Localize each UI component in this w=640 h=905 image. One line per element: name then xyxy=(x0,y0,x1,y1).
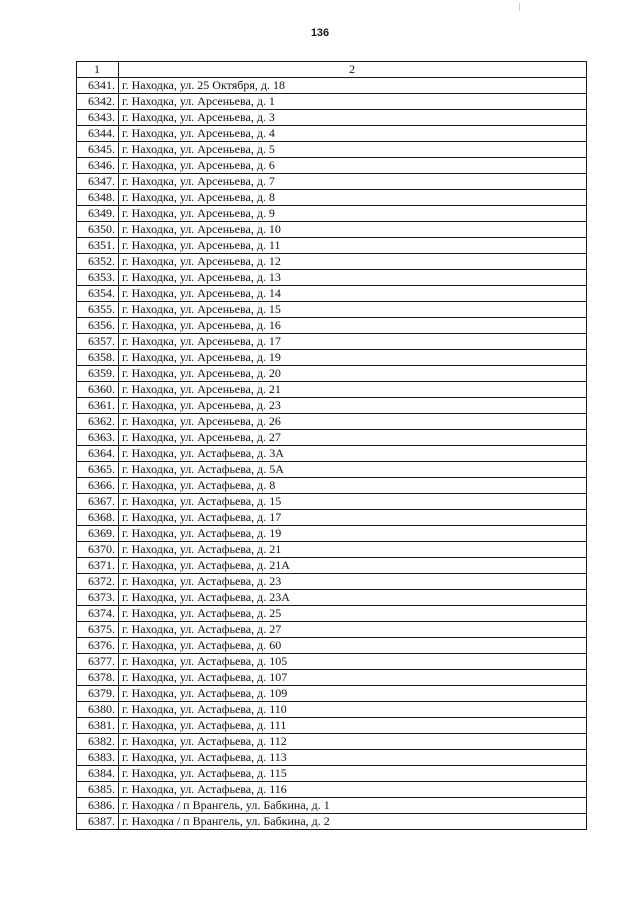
row-address: г. Находка, ул. Арсеньева, д. 5 xyxy=(119,142,587,158)
table-row xyxy=(77,222,587,238)
table-row xyxy=(77,254,587,270)
row-number: 6374. xyxy=(77,606,119,622)
table-row xyxy=(77,142,587,158)
table-row xyxy=(77,670,587,686)
row-number: 6355. xyxy=(77,302,119,318)
row-address: г. Находка, ул. Астафьева, д. 110 xyxy=(119,702,587,718)
row-address: г. Находка, ул. Арсеньева, д. 17 xyxy=(119,334,587,350)
row-address: г. Находка, ул. Арсеньева, д. 9 xyxy=(119,206,587,222)
table-row xyxy=(77,462,587,478)
table-row xyxy=(77,206,587,222)
row-number: 6378. xyxy=(77,670,119,686)
row-address: г. Находка / п Врангель, ул. Бабкина, д. 2 xyxy=(119,814,587,830)
row-number: 6380. xyxy=(77,702,119,718)
row-number: 6385. xyxy=(77,782,119,798)
row-number: 6350. xyxy=(77,222,119,238)
address-table-container xyxy=(76,61,586,830)
row-address: г. Находка, ул. Арсеньева, д. 19 xyxy=(119,350,587,366)
row-address: г. Находка, ул. Астафьева, д. 25 xyxy=(119,606,587,622)
row-address: г. Находка, ул. Астафьева, д. 21А xyxy=(119,558,587,574)
column-header-address: 2 xyxy=(119,62,587,78)
table-row xyxy=(77,574,587,590)
table-row xyxy=(77,798,587,814)
column-header-number: 1 xyxy=(77,62,119,78)
row-address: г. Находка, ул. Арсеньева, д. 12 xyxy=(119,254,587,270)
row-address: г. Находка, ул. Астафьева, д. 60 xyxy=(119,638,587,654)
scan-mark xyxy=(519,3,520,11)
row-number: 6345. xyxy=(77,142,119,158)
row-address: г. Находка, ул. Арсеньева, д. 21 xyxy=(119,382,587,398)
row-number: 6360. xyxy=(77,382,119,398)
row-address: г. Находка, ул. Астафьева, д. 113 xyxy=(119,750,587,766)
row-number: 6365. xyxy=(77,462,119,478)
row-address: г. Находка, ул. Арсеньева, д. 8 xyxy=(119,190,587,206)
row-address: г. Находка, ул. Астафьева, д. 115 xyxy=(119,766,587,782)
table-row xyxy=(77,702,587,718)
table-row xyxy=(77,430,587,446)
row-number: 6359. xyxy=(77,366,119,382)
row-address: г. Находка / п Врангель, ул. Бабкина, д. 1 xyxy=(119,798,587,814)
row-number: 6376. xyxy=(77,638,119,654)
row-address: г. Находка, ул. Арсеньева, д. 6 xyxy=(119,158,587,174)
table-row xyxy=(77,766,587,782)
table-row xyxy=(77,414,587,430)
table-row xyxy=(77,94,587,110)
row-address: г. Находка, ул. Арсеньева, д. 26 xyxy=(119,414,587,430)
row-address: г. Находка, ул. Астафьева, д. 105 xyxy=(119,654,587,670)
row-number: 6349. xyxy=(77,206,119,222)
row-address: г. Находка, ул. Арсеньева, д. 7 xyxy=(119,174,587,190)
table-row xyxy=(77,526,587,542)
row-address: г. Находка, ул. Астафьева, д. 17 xyxy=(119,510,587,526)
row-address: г. Находка, ул. Арсеньева, д. 10 xyxy=(119,222,587,238)
row-address: г. Находка, ул. Астафьева, д. 111 xyxy=(119,718,587,734)
row-number: 6363. xyxy=(77,430,119,446)
row-number: 6379. xyxy=(77,686,119,702)
table-row xyxy=(77,174,587,190)
row-number: 6361. xyxy=(77,398,119,414)
table-row xyxy=(77,686,587,702)
table-row xyxy=(77,478,587,494)
row-address: г. Находка, ул. Астафьева, д. 112 xyxy=(119,734,587,750)
row-address: г. Находка, ул. Арсеньева, д. 20 xyxy=(119,366,587,382)
row-address: г. Находка, ул. Арсеньева, д. 3 xyxy=(119,110,587,126)
table-row xyxy=(77,238,587,254)
table-row xyxy=(77,446,587,462)
table-row xyxy=(77,734,587,750)
table-row xyxy=(77,606,587,622)
table-row xyxy=(77,814,587,830)
row-address: г. Находка, ул. 25 Октября, д. 18 xyxy=(119,78,587,94)
table-row xyxy=(77,286,587,302)
row-number: 6375. xyxy=(77,622,119,638)
row-number: 6381. xyxy=(77,718,119,734)
table-row xyxy=(77,654,587,670)
row-number: 6384. xyxy=(77,766,119,782)
table-row xyxy=(77,638,587,654)
table-row xyxy=(77,158,587,174)
table-row xyxy=(77,622,587,638)
table-row xyxy=(77,510,587,526)
table-row xyxy=(77,302,587,318)
row-number: 6382. xyxy=(77,734,119,750)
table-row xyxy=(77,78,587,94)
row-address: г. Находка, ул. Астафьева, д. 3А xyxy=(119,446,587,462)
row-number: 6367. xyxy=(77,494,119,510)
table-row xyxy=(77,190,587,206)
row-number: 6383. xyxy=(77,750,119,766)
row-number: 6346. xyxy=(77,158,119,174)
row-address: г. Находка, ул. Арсеньева, д. 23 xyxy=(119,398,587,414)
table-row xyxy=(77,382,587,398)
row-number: 6386. xyxy=(77,798,119,814)
row-address: г. Находка, ул. Арсеньева, д. 27 xyxy=(119,430,587,446)
row-number: 6342. xyxy=(77,94,119,110)
row-number: 6373. xyxy=(77,590,119,606)
row-number: 6366. xyxy=(77,478,119,494)
row-number: 6387. xyxy=(77,814,119,830)
table-row xyxy=(77,718,587,734)
row-address: г. Находка, ул. Арсеньева, д. 4 xyxy=(119,126,587,142)
row-address: г. Находка, ул. Астафьева, д. 109 xyxy=(119,686,587,702)
row-address: г. Находка, ул. Астафьева, д. 8 xyxy=(119,478,587,494)
address-table xyxy=(76,61,587,830)
row-number: 6353. xyxy=(77,270,119,286)
row-address: г. Находка, ул. Арсеньева, д. 1 xyxy=(119,94,587,110)
row-address: г. Находка, ул. Астафьева, д. 5А xyxy=(119,462,587,478)
table-row xyxy=(77,750,587,766)
row-number: 6347. xyxy=(77,174,119,190)
row-number: 6369. xyxy=(77,526,119,542)
row-number: 6372. xyxy=(77,574,119,590)
table-row xyxy=(77,558,587,574)
table-row xyxy=(77,350,587,366)
table-row xyxy=(77,110,587,126)
row-number: 6377. xyxy=(77,654,119,670)
row-address: г. Находка, ул. Астафьева, д. 19 xyxy=(119,526,587,542)
table-row xyxy=(77,270,587,286)
row-number: 6368. xyxy=(77,510,119,526)
row-address: г. Находка, ул. Астафьева, д. 27 xyxy=(119,622,587,638)
table-header-row xyxy=(77,62,587,78)
row-number: 6356. xyxy=(77,318,119,334)
row-number: 6348. xyxy=(77,190,119,206)
row-address: г. Находка, ул. Астафьева, д. 23А xyxy=(119,590,587,606)
row-address: г. Находка, ул. Арсеньева, д. 11 xyxy=(119,238,587,254)
row-number: 6344. xyxy=(77,126,119,142)
row-number: 6341. xyxy=(77,78,119,94)
table-row xyxy=(77,334,587,350)
row-number: 6354. xyxy=(77,286,119,302)
row-address: г. Находка, ул. Астафьева, д. 23 xyxy=(119,574,587,590)
table-row xyxy=(77,542,587,558)
table-row xyxy=(77,782,587,798)
row-number: 6364. xyxy=(77,446,119,462)
row-number: 6371. xyxy=(77,558,119,574)
row-address: г. Находка, ул. Астафьева, д. 15 xyxy=(119,494,587,510)
table-row xyxy=(77,590,587,606)
row-number: 6370. xyxy=(77,542,119,558)
row-number: 6358. xyxy=(77,350,119,366)
row-address: г. Находка, ул. Арсеньева, д. 13 xyxy=(119,270,587,286)
table-row xyxy=(77,494,587,510)
row-address: г. Находка, ул. Арсеньева, д. 15 xyxy=(119,302,587,318)
row-address: г. Находка, ул. Астафьева, д. 21 xyxy=(119,542,587,558)
row-address: г. Находка, ул. Астафьева, д. 116 xyxy=(119,782,587,798)
row-number: 6343. xyxy=(77,110,119,126)
row-address: г. Находка, ул. Арсеньева, д. 14 xyxy=(119,286,587,302)
table-row xyxy=(77,126,587,142)
table-body xyxy=(77,78,587,830)
row-address: г. Находка, ул. Астафьева, д. 107 xyxy=(119,670,587,686)
row-address: г. Находка, ул. Арсеньева, д. 16 xyxy=(119,318,587,334)
table-row xyxy=(77,398,587,414)
row-number: 6351. xyxy=(77,238,119,254)
table-row xyxy=(77,366,587,382)
table-row xyxy=(77,318,587,334)
row-number: 6352. xyxy=(77,254,119,270)
row-number: 6362. xyxy=(77,414,119,430)
page-number: 136 xyxy=(310,27,330,39)
row-number: 6357. xyxy=(77,334,119,350)
